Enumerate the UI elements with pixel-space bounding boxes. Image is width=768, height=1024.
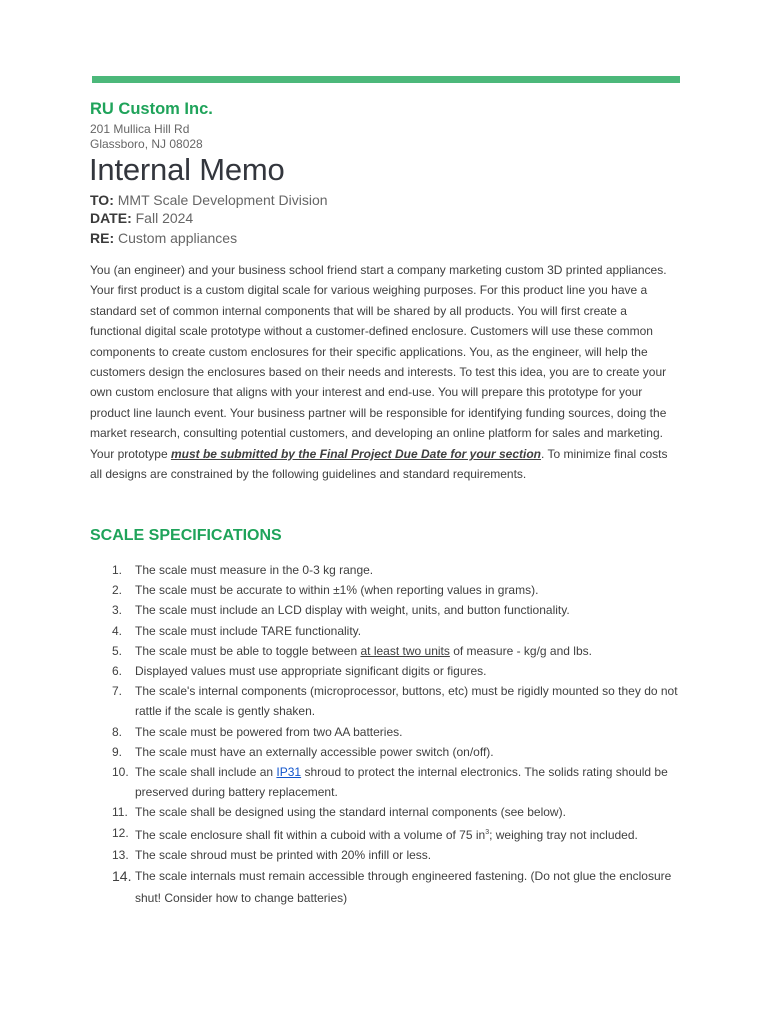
intro-text-1: You (an engineer) and your business school friend start a company marketing custom 3D printed appliances. Your first product is a custom digital scale for various weighing purposes. For this product line you have a standard set of common internal components that will be shared by all products. You will first create a functional digital scale prototype without a customer-defined enclosure. Customers will use these common components to create custom enclosures for their specific applications. You, as the engineer, will help the customers design the enclosures based on their needs and interests. To test this idea, you are to create your own custom enclosure that aligns with your interest and end-use. You will prepare this prototype for your product line launch event. Your business partner will be responsible for identifying funding sources, doing the market research, consulting potential customers, and developing an online platform for sales and marketing. Your prototype <box>90 263 667 461</box>
intro-text-2: . To minimize final costs all designs are constrained by the following guidelines and standard requirements. <box>90 446 668 482</box>
list-item-text <box>135 681 680 721</box>
list-item-number: 4. <box>112 623 123 638</box>
list-item-content: The scale's internal components (microprocessor, buttons, etc) must be rigidly mounted so they do not rattle if the scale is gently shaken. <box>135 684 678 719</box>
to-value: MMT Scale Development Division <box>117 192 328 208</box>
section-heading-scale-specs: SCALE SPECIFICATIONS <box>90 527 282 544</box>
list-item-content: The scale internals must remain accessible through engineered fastening. (Do not glue the enclosure shut! Consider how to change batteries) <box>135 869 672 906</box>
list-item <box>90 560 680 580</box>
list-item-content: The scale must be accurate to within ±1% (when reporting values in grams). <box>135 583 539 598</box>
list-item <box>90 681 680 721</box>
list-item-text <box>135 823 680 845</box>
list-item-number: 9. <box>112 744 123 759</box>
list-item <box>90 845 680 865</box>
list-item <box>90 762 680 802</box>
underlined-phrase: at least two units <box>360 643 450 658</box>
list-item-content: The scale must include TARE functionality. <box>135 623 362 638</box>
list-item-number: 5. <box>112 643 123 658</box>
ip31-link[interactable]: IP31 <box>276 765 302 780</box>
list-item-text <box>135 742 680 762</box>
list-item-text <box>135 762 680 802</box>
memo-to-line <box>90 192 328 208</box>
address-line-2: Glassboro, NJ 08028 <box>90 137 203 151</box>
date-value: Fall 2024 <box>135 210 194 226</box>
list-item-content: The scale enclosure shall fit within a cuboid with a volume of 75 in <box>135 827 486 842</box>
memo-title: Internal Memo <box>89 152 285 187</box>
list-item <box>90 621 680 641</box>
due-date-emphasis: must be submitted by the Final Project Due Date for your section <box>170 446 542 461</box>
list-item <box>90 661 680 681</box>
spec-list <box>90 560 680 909</box>
list-item-number: 11. <box>112 805 128 820</box>
list-item <box>90 823 680 845</box>
list-item-content-end: shroud to protect the internal electronics. The solids rating should be preserved during battery replacement. <box>135 765 668 800</box>
company-name: RU Custom Inc. <box>90 100 213 118</box>
list-item <box>90 600 680 620</box>
list-item-content-end: ; weighing tray not included. <box>489 827 638 842</box>
memo-re-line <box>90 230 237 246</box>
list-item-text <box>135 580 680 600</box>
header-accent-bar <box>92 76 680 83</box>
list-item <box>90 722 680 742</box>
list-item-number: 14. <box>112 868 132 885</box>
list-item-text <box>135 661 680 681</box>
list-item-text <box>135 802 680 822</box>
list-item-content: The scale shall include an <box>135 765 277 780</box>
list-item-content: The scale must be powered from two AA batteries. <box>135 724 403 739</box>
list-item <box>90 865 680 909</box>
list-item-number: 13. <box>112 847 129 862</box>
list-item <box>90 802 680 822</box>
memo-date-line <box>90 210 193 226</box>
re-value: Custom appliances <box>118 230 238 246</box>
intro-paragraph <box>90 260 678 484</box>
list-item-text <box>135 845 680 865</box>
list-item-content: The scale must measure in the 0-3 kg range. <box>135 563 374 577</box>
list-item <box>90 580 680 600</box>
list-item-content-end: of measure - kg/g and lbs. <box>449 643 592 658</box>
list-item-number: 8. <box>112 724 123 739</box>
list-item <box>90 641 680 661</box>
to-label: TO: <box>90 192 114 208</box>
list-item-number: 1. <box>112 563 123 577</box>
superscript: 3 <box>485 828 490 836</box>
list-item-content: The scale shroud must be printed with 20% infill or less. <box>135 847 432 862</box>
date-label: DATE: <box>90 210 132 226</box>
address-line-1: 201 Mullica Hill Rd <box>90 122 190 136</box>
list-item-number: 6. <box>112 664 123 679</box>
list-item-text <box>135 865 680 909</box>
list-item-text <box>135 641 680 661</box>
list-item-text <box>135 560 680 580</box>
list-item-content: The scale must be able to toggle between <box>135 643 361 658</box>
list-item-text <box>135 600 680 620</box>
list-item-content: The scale must include an LCD display with weight, units, and button functionality. <box>135 603 570 618</box>
list-item-text <box>135 722 680 742</box>
list-item-content: Displayed values must use appropriate significant digits or figures. <box>135 664 487 679</box>
list-item-content: The scale must have an externally accessible power switch (on/off). <box>135 744 494 759</box>
list-item-text <box>135 621 680 641</box>
re-label: RE: <box>90 230 115 246</box>
list-item-number: 10. <box>112 765 129 780</box>
list-item-number: 7. <box>112 684 123 699</box>
list-item-number: 12. <box>112 825 129 840</box>
list-item-number: 3. <box>112 603 123 618</box>
list-item-content: The scale shall be designed using the standard internal components (see below). <box>135 805 566 820</box>
list-item <box>90 742 680 762</box>
list-item-number: 2. <box>112 583 123 598</box>
